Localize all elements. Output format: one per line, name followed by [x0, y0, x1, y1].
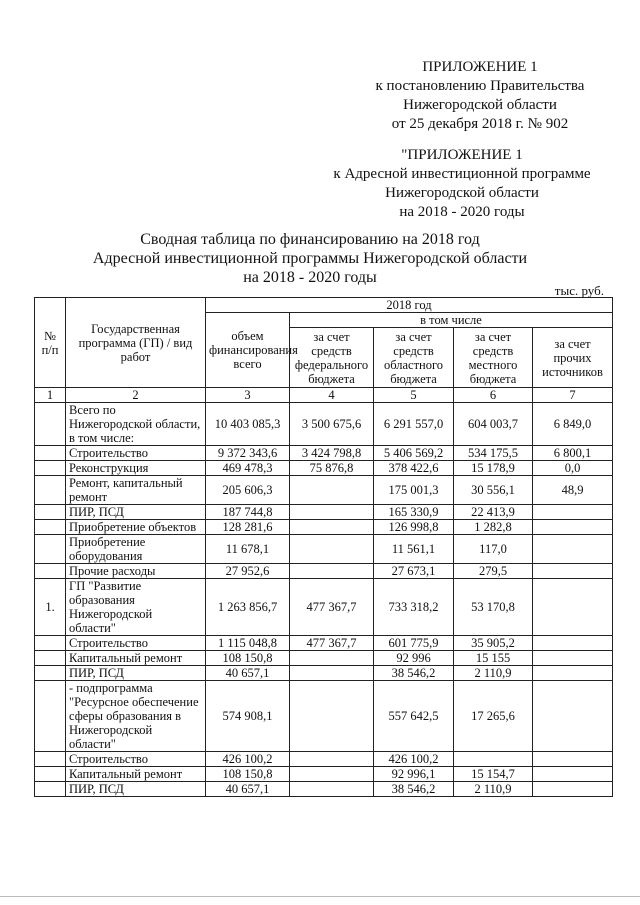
document-title: [80, 230, 540, 287]
cell-label: Строительство: [66, 636, 206, 651]
cell-local: 30 556,1: [454, 476, 533, 505]
cell-idx: [35, 666, 66, 681]
cell-other: [533, 767, 613, 782]
cell-other: [533, 666, 613, 681]
cell-other: [533, 681, 613, 752]
cell-other: [533, 579, 613, 636]
cell-local: 17 265,6: [454, 681, 533, 752]
table-row: [35, 636, 613, 651]
cell-idx: [35, 535, 66, 564]
cell-other: [533, 782, 613, 797]
cell-other: [533, 651, 613, 666]
cell-other: [533, 752, 613, 767]
cell-other: [533, 505, 613, 520]
appendix-header: [330, 58, 630, 134]
header-num: № п/п: [35, 298, 66, 388]
cell-other: 48,9: [533, 476, 613, 505]
cell-federal: [290, 564, 374, 579]
column-number: 4: [290, 388, 374, 403]
cell-other: [533, 636, 613, 651]
cell-regional: 5 406 569,2: [374, 446, 454, 461]
table-row: [35, 505, 613, 520]
cell-idx: [35, 752, 66, 767]
cell-other: 0,0: [533, 461, 613, 476]
cell-total: 426 100,2: [206, 752, 290, 767]
column-number: 5: [374, 388, 454, 403]
column-number: 6: [454, 388, 533, 403]
cell-regional: 175 001,3: [374, 476, 454, 505]
cell-federal: 3 500 675,6: [290, 403, 374, 446]
cell-other: [533, 564, 613, 579]
cell-other: [533, 535, 613, 564]
cell-total: 10 403 085,3: [206, 403, 290, 446]
cell-idx: [35, 505, 66, 520]
table-row: [35, 681, 613, 752]
cell-federal: 3 424 798,8: [290, 446, 374, 461]
header-year: 2018 год: [206, 298, 613, 313]
cell-idx: [35, 636, 66, 651]
header-regional: за счет средств областного бюджета: [374, 328, 454, 388]
appendix-title: ПРИЛОЖЕНИЕ 1: [422, 59, 538, 75]
cell-local: 22 413,9: [454, 505, 533, 520]
document-title-line: Адресной инвестиционной программы Нижегородской области: [92, 250, 528, 267]
cell-label: ПИР, ПСД: [66, 505, 206, 520]
cell-idx: [35, 681, 66, 752]
cell-local: 15 154,7: [454, 767, 533, 782]
page-bottom-divider: [0, 896, 640, 897]
cell-local: 2 110,9: [454, 666, 533, 681]
cell-regional: 557 642,5: [374, 681, 454, 752]
cell-local: [454, 752, 533, 767]
appendix-line: от 25 декабря 2018 г. № 902: [391, 116, 569, 132]
cell-total: 108 150,8: [206, 767, 290, 782]
cell-other: 6 849,0: [533, 403, 613, 446]
cell-local: 15 155: [454, 651, 533, 666]
cell-federal: [290, 767, 374, 782]
cell-total: 40 657,1: [206, 782, 290, 797]
program-appendix-line: к Адресной инвестиционной программе: [333, 166, 591, 182]
cell-idx: [35, 651, 66, 666]
cell-total: 11 678,1: [206, 535, 290, 564]
cell-label: ПИР, ПСД: [66, 782, 206, 797]
cell-regional: 6 291 557,0: [374, 403, 454, 446]
cell-regional: 378 422,6: [374, 461, 454, 476]
cell-total: 128 281,6: [206, 520, 290, 535]
table-row: [35, 403, 613, 446]
cell-federal: [290, 476, 374, 505]
cell-other: [533, 520, 613, 535]
cell-local: 35 905,2: [454, 636, 533, 651]
cell-label: ГП "Развитие образования Нижегородской области": [66, 579, 206, 636]
cell-idx: [35, 782, 66, 797]
financing-table: [34, 297, 613, 797]
cell-label: Капитальный ремонт: [66, 767, 206, 782]
cell-total: 574 908,1: [206, 681, 290, 752]
cell-total: 205 606,3: [206, 476, 290, 505]
appendix-line: Нижегородской области: [403, 97, 557, 113]
table-row: [35, 535, 613, 564]
cell-federal: [290, 681, 374, 752]
cell-label: Всего по Нижегородской области, в том числе:: [66, 403, 206, 446]
cell-total: 1 263 856,7: [206, 579, 290, 636]
table-row: [35, 446, 613, 461]
document-title-line: Сводная таблица по финансированию на 2018 год: [140, 231, 480, 248]
header-federal: за счет средств федерального бюджета: [290, 328, 374, 388]
cell-idx: 1.: [35, 579, 66, 636]
cell-federal: [290, 520, 374, 535]
cell-federal: [290, 535, 374, 564]
column-number-row: [35, 388, 613, 403]
cell-label: Строительство: [66, 446, 206, 461]
cell-label: Приобретение оборудования: [66, 535, 206, 564]
cell-idx: [35, 476, 66, 505]
table-row: [35, 461, 613, 476]
cell-idx: [35, 446, 66, 461]
appendix-line: к постановлению Правительства: [375, 78, 585, 94]
cell-regional: 92 996: [374, 651, 454, 666]
cell-regional: 733 318,2: [374, 579, 454, 636]
cell-local: 117,0: [454, 535, 533, 564]
units-label: тыс. руб.: [554, 283, 604, 298]
cell-federal: 477 367,7: [290, 579, 374, 636]
program-appendix-line: на 2018 - 2020 годы: [399, 204, 525, 220]
cell-local: 604 003,7: [454, 403, 533, 446]
cell-local: 2 110,9: [454, 782, 533, 797]
cell-total: 40 657,1: [206, 666, 290, 681]
column-number: 1: [35, 388, 66, 403]
cell-label: Реконструкция: [66, 461, 206, 476]
document-title-line: на 2018 - 2020 годы: [243, 269, 377, 286]
table-row: [35, 651, 613, 666]
cell-total: 469 478,3: [206, 461, 290, 476]
cell-total: 1 115 048,8: [206, 636, 290, 651]
column-number: 3: [206, 388, 290, 403]
cell-regional: 126 998,8: [374, 520, 454, 535]
table-row: [35, 666, 613, 681]
cell-label: - подпрограмма "Ресурсное обеспечение сферы образования в Нижегородской области": [66, 681, 206, 752]
column-number: 2: [66, 388, 206, 403]
cell-local: 1 282,8: [454, 520, 533, 535]
cell-label: Капитальный ремонт: [66, 651, 206, 666]
cell-total: 187 744,8: [206, 505, 290, 520]
cell-regional: 92 996,1: [374, 767, 454, 782]
table-row: [35, 767, 613, 782]
cell-local: 534 175,5: [454, 446, 533, 461]
cell-regional: 38 546,2: [374, 666, 454, 681]
cell-federal: 477 367,7: [290, 636, 374, 651]
table-row: [35, 752, 613, 767]
cell-regional: 38 546,2: [374, 782, 454, 797]
cell-idx: [35, 520, 66, 535]
column-number: 7: [533, 388, 613, 403]
cell-federal: [290, 505, 374, 520]
cell-total: 108 150,8: [206, 651, 290, 666]
cell-local: 15 178,9: [454, 461, 533, 476]
cell-idx: [35, 767, 66, 782]
program-appendix-title: "ПРИЛОЖЕНИЕ 1: [401, 147, 523, 163]
program-appendix-header: [312, 146, 612, 222]
cell-federal: [290, 666, 374, 681]
header-total: объем финансирования всего: [206, 313, 290, 388]
cell-federal: 75 876,8: [290, 461, 374, 476]
cell-label: Ремонт, капитальный ремонт: [66, 476, 206, 505]
cell-regional: 165 330,9: [374, 505, 454, 520]
header-other: за счет прочих источников: [533, 328, 613, 388]
cell-federal: [290, 752, 374, 767]
cell-regional: 11 561,1: [374, 535, 454, 564]
cell-other: 6 800,1: [533, 446, 613, 461]
cell-label: ПИР, ПСД: [66, 666, 206, 681]
table-row: [35, 579, 613, 636]
cell-regional: 426 100,2: [374, 752, 454, 767]
header-including: в том числе: [290, 313, 613, 328]
program-appendix-line: Нижегородской области: [385, 185, 539, 201]
cell-idx: [35, 403, 66, 446]
table-row: [35, 782, 613, 797]
cell-label: Приобретение объектов: [66, 520, 206, 535]
cell-total: 27 952,6: [206, 564, 290, 579]
cell-regional: 27 673,1: [374, 564, 454, 579]
cell-local: 53 170,8: [454, 579, 533, 636]
cell-total: 9 372 343,6: [206, 446, 290, 461]
table-row: [35, 476, 613, 505]
table-row: [35, 564, 613, 579]
cell-local: 279,5: [454, 564, 533, 579]
header-program: Государственная программа (ГП) / вид работ: [66, 298, 206, 388]
table-row: [35, 520, 613, 535]
cell-idx: [35, 461, 66, 476]
cell-regional: 601 775,9: [374, 636, 454, 651]
cell-idx: [35, 564, 66, 579]
cell-label: Прочие расходы: [66, 564, 206, 579]
cell-federal: [290, 651, 374, 666]
header-local: за счет средств местного бюджета: [454, 328, 533, 388]
cell-federal: [290, 782, 374, 797]
cell-label: Строительство: [66, 752, 206, 767]
